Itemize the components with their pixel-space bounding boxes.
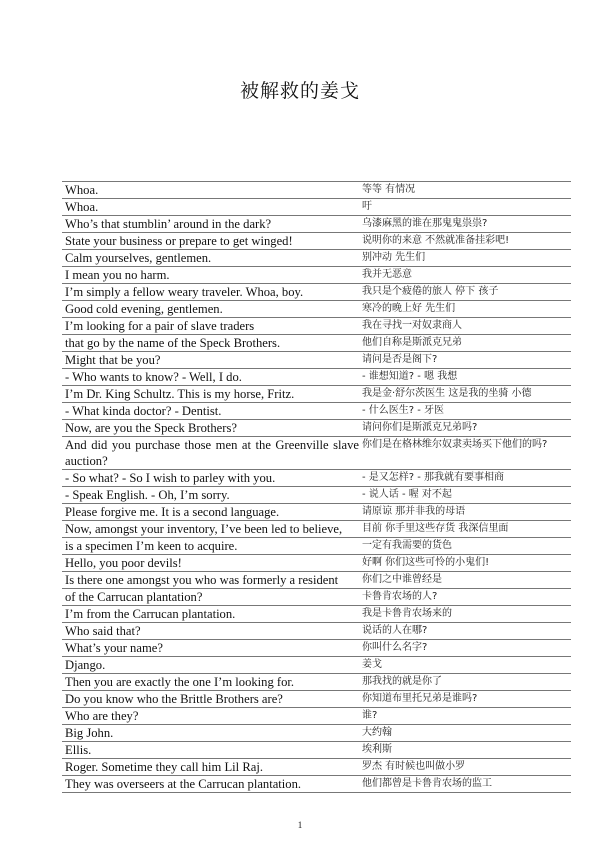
chinese-line: 我只是个疲倦的旅人 停下 孩子 (359, 284, 571, 301)
chinese-line: 说话的人在哪? (359, 623, 571, 640)
table-row (62, 487, 571, 504)
english-line: - So what? - So I wish to parley with you. (62, 470, 359, 487)
table-row (62, 470, 571, 487)
english-line: Roger. Sometime they call him Lil Raj. (62, 759, 359, 776)
chinese-line: 埃利斯 (359, 742, 571, 759)
subtitle-table-body (62, 182, 571, 793)
chinese-line: 乌漆麻黑的谁在那鬼鬼祟祟? (359, 216, 571, 233)
chinese-line: 他们自称是斯派克兄弟 (359, 335, 571, 352)
chinese-line: 大约翰 (359, 725, 571, 742)
chinese-line: 我是金·舒尔茨医生 这是我的坐骑 小德 (359, 386, 571, 403)
chinese-line: 请原谅 那并非我的母语 (359, 504, 571, 521)
chinese-line: 谁? (359, 708, 571, 725)
chinese-line: - 说人话 - 喔 对不起 (359, 487, 571, 504)
chinese-line: 那我找的就是你了 (359, 674, 571, 691)
english-line: Hello, you poor devils! (62, 555, 359, 572)
chinese-line: 罗杰 有时候也叫做小罗 (359, 759, 571, 776)
english-line: And did you purchase those men at the Greenville slave auction? (62, 437, 359, 470)
table-row (62, 640, 571, 657)
english-line: - Who wants to know? - Well, I do. (62, 369, 359, 386)
table-row (62, 555, 571, 572)
table-row (62, 776, 571, 793)
english-line: Is there one amongst you who was formerly a resident (62, 572, 359, 589)
english-line: Now, amongst your inventory, I’ve been led to believe, (62, 521, 359, 538)
table-row (62, 267, 571, 284)
english-line: I mean you no harm. (62, 267, 359, 284)
chinese-line: 请问你们是斯派克兄弟吗? (359, 420, 571, 437)
chinese-line: - 什么医生? - 牙医 (359, 403, 571, 420)
english-line: Then you are exactly the one I’m looking for. (62, 674, 359, 691)
english-line: They was overseers at the Carrucan plantation. (62, 776, 359, 793)
english-line: Big John. (62, 725, 359, 742)
table-row (62, 437, 571, 470)
english-line: Ellis. (62, 742, 359, 759)
chinese-line: 姜戈 (359, 657, 571, 674)
english-line: Do you know who the Brittle Brothers are? (62, 691, 359, 708)
english-line: Whoa. (62, 182, 359, 199)
english-line: I’m Dr. King Schultz. This is my horse, Fritz. (62, 386, 359, 403)
table-row (62, 657, 571, 674)
table-row (62, 284, 571, 301)
chinese-line: 你们之中谁曾经是 (359, 572, 571, 589)
table-row (62, 538, 571, 555)
table-row (62, 589, 571, 606)
chinese-line: 请问是否是阁下? (359, 352, 571, 369)
chinese-line: 我并无恶意 (359, 267, 571, 284)
table-row (62, 216, 571, 233)
table-row (62, 386, 571, 403)
chinese-line: - 谁想知道? - 嗯 我想 (359, 369, 571, 386)
subtitle-table (62, 181, 571, 793)
table-row (62, 352, 571, 369)
chinese-line: 我是卡鲁肯农场来的 (359, 606, 571, 623)
chinese-line: 你叫什么名字? (359, 640, 571, 657)
table-row (62, 691, 571, 708)
chinese-line: 他们都曾是卡鲁肯农场的监工 (359, 776, 571, 793)
chinese-line: 目前 你手里这些存货 我深信里面 (359, 521, 571, 538)
chinese-line: 好啊 你们这些可怜的小鬼们! (359, 555, 571, 572)
table-row (62, 674, 571, 691)
english-line: Might that be you? (62, 352, 359, 369)
chinese-line: 说明你的来意 不然就准备挂彩吧! (359, 233, 571, 250)
english-line: of the Carrucan plantation? (62, 589, 359, 606)
chinese-line: 你知道布里托兄弟是谁吗? (359, 691, 571, 708)
table-row (62, 572, 571, 589)
table-row (62, 708, 571, 725)
english-line: that go by the name of the Speck Brothers. (62, 335, 359, 352)
english-line: I’m looking for a pair of slave traders (62, 318, 359, 335)
table-row (62, 420, 571, 437)
chinese-line: 寒冷的晚上好 先生们 (359, 301, 571, 318)
english-line: Please forgive me. It is a second language. (62, 504, 359, 521)
english-line: Django. (62, 657, 359, 674)
english-line: I’m simply a fellow weary traveler. Whoa, boy. (62, 284, 359, 301)
english-line: What’s your name? (62, 640, 359, 657)
table-row (62, 250, 571, 267)
table-row (62, 335, 571, 352)
table-row (62, 606, 571, 623)
chinese-line: 别冲动 先生们 (359, 250, 571, 267)
english-line: Who’s that stumblin’ around in the dark? (62, 216, 359, 233)
english-line: I’m from the Carrucan plantation. (62, 606, 359, 623)
chinese-line: 吁 (359, 199, 571, 216)
page-title: 被解救的姜戈 (239, 80, 360, 102)
english-line: Now, are you the Speck Brothers? (62, 420, 359, 437)
table-row (62, 318, 571, 335)
table-row (62, 742, 571, 759)
table-row (62, 759, 571, 776)
table-row (62, 725, 571, 742)
english-line: - What kinda doctor? - Dentist. (62, 403, 359, 420)
page-number: 1 (297, 820, 303, 830)
chinese-line: - 是又怎样? - 那我就有要事相商 (359, 470, 571, 487)
table-row (62, 301, 571, 318)
english-line: Calm yourselves, gentlemen. (62, 250, 359, 267)
table-row (62, 623, 571, 640)
english-line: is a specimen I’m keen to acquire. (62, 538, 359, 555)
english-line: State your business or prepare to get winged! (62, 233, 359, 250)
chinese-line: 我在寻找一对奴隶商人 (359, 318, 571, 335)
table-row (62, 182, 571, 199)
english-line: - Speak English. - Oh, I’m sorry. (62, 487, 359, 504)
chinese-line: 一定有我需要的货色 (359, 538, 571, 555)
english-line: Who are they? (62, 708, 359, 725)
table-row (62, 369, 571, 386)
table-row (62, 233, 571, 250)
table-row (62, 504, 571, 521)
english-line: Whoa. (62, 199, 359, 216)
table-row (62, 521, 571, 538)
table-row (62, 199, 571, 216)
english-line: Who said that? (62, 623, 359, 640)
chinese-line: 你们是在格林维尔奴隶卖场买下他们的吗? (359, 437, 571, 470)
table-row (62, 403, 571, 420)
chinese-line: 卡鲁肯农场的人? (359, 589, 571, 606)
english-line: Good cold evening, gentlemen. (62, 301, 359, 318)
chinese-line: 等等 有情况 (359, 182, 571, 199)
